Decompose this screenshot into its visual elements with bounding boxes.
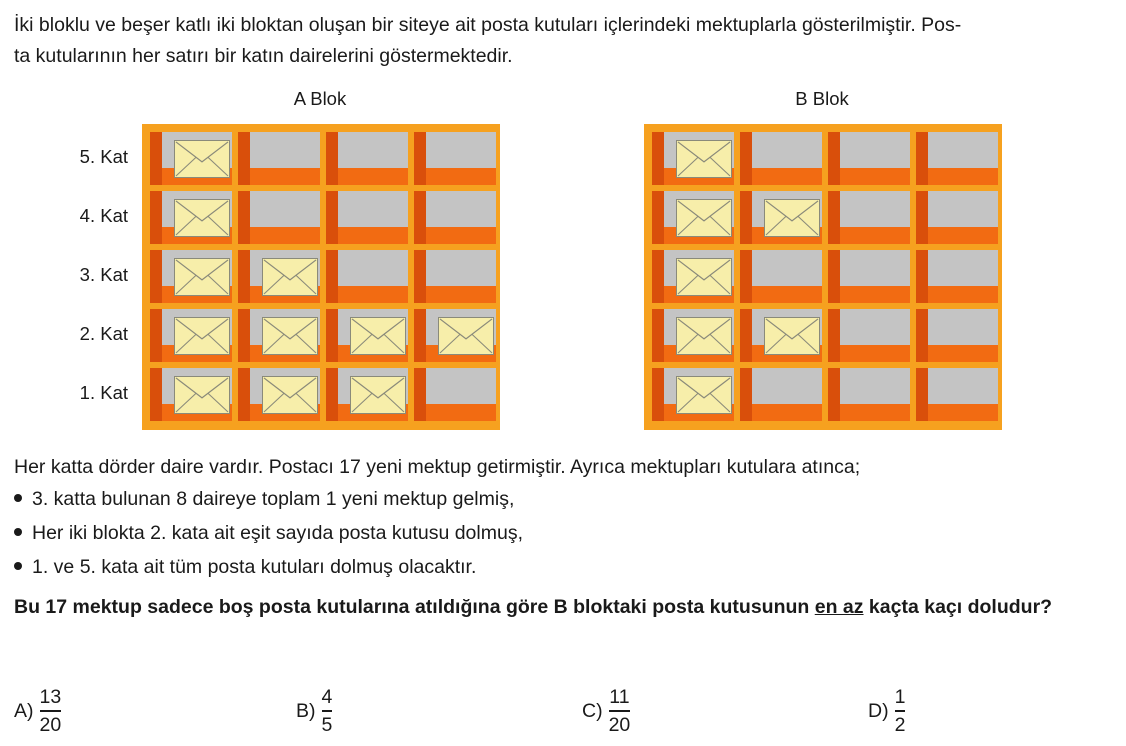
mailbox-empty bbox=[828, 191, 910, 244]
envelope-icon bbox=[174, 317, 230, 355]
block-b-title: B Blok bbox=[795, 88, 849, 109]
mailbox-empty bbox=[828, 368, 910, 421]
option-fraction bbox=[322, 686, 333, 736]
bullet-dot bbox=[14, 562, 22, 570]
numerator: 4 bbox=[321, 686, 333, 708]
mailbox-empty bbox=[916, 309, 998, 362]
envelope-icon bbox=[676, 258, 732, 296]
option-c[interactable] bbox=[582, 686, 630, 736]
question-part-1: Bu 17 mektup sadece boş posta kutularına atıldığına göre B bloktaki posta kutusunun bbox=[14, 596, 815, 618]
option-letter: C) bbox=[582, 699, 603, 722]
mailbox-full bbox=[238, 250, 320, 303]
option-fraction bbox=[40, 686, 62, 736]
mailbox-full bbox=[740, 309, 822, 362]
option-fraction bbox=[609, 686, 631, 736]
intro-line-1: İki bloklu ve beşer katlı iki bloktan oluşan bir siteye ait posta kutuları içlerindeki mektuplarla gösterilmiştir. Pos- bbox=[14, 14, 962, 36]
mailbox-full bbox=[414, 309, 496, 362]
mailbox-empty bbox=[916, 250, 998, 303]
envelope-icon bbox=[350, 317, 406, 355]
floor-label: 4. Kat bbox=[79, 205, 128, 226]
envelope-icon bbox=[764, 199, 820, 237]
question-text bbox=[14, 592, 1122, 623]
numerator: 13 bbox=[39, 686, 62, 708]
mailbox-empty bbox=[414, 132, 496, 185]
bullet-dot bbox=[14, 528, 22, 536]
denominator: 5 bbox=[321, 714, 333, 736]
mailbox-empty bbox=[326, 250, 408, 303]
option-fraction bbox=[895, 686, 906, 736]
envelope-icon bbox=[262, 258, 318, 296]
mailbox-empty bbox=[916, 368, 998, 421]
denominator: 20 bbox=[608, 714, 631, 736]
mailbox-empty bbox=[414, 191, 496, 244]
bullet-text: 1. ve 5. kata ait tüm posta kutuları dolmuş olacaktır. bbox=[32, 556, 477, 578]
mailbox-full bbox=[150, 191, 232, 244]
envelope-icon bbox=[174, 199, 230, 237]
denominator: 20 bbox=[39, 714, 62, 736]
mailbox-empty bbox=[740, 368, 822, 421]
mailbox-empty bbox=[326, 191, 408, 244]
option-d[interactable] bbox=[868, 686, 905, 736]
envelope-icon bbox=[676, 317, 732, 355]
denominator: 2 bbox=[894, 714, 906, 736]
bullet-item bbox=[14, 488, 514, 511]
mailbox-full bbox=[652, 191, 734, 244]
mailbox-full bbox=[150, 309, 232, 362]
floor-label: 5. Kat bbox=[79, 146, 128, 167]
envelope-icon bbox=[350, 376, 406, 414]
block-a-mailboxes bbox=[142, 124, 500, 430]
mailbox-full bbox=[150, 250, 232, 303]
block-b-mailboxes bbox=[644, 124, 1002, 430]
mailbox-empty bbox=[740, 132, 822, 185]
mailbox-empty bbox=[828, 309, 910, 362]
intro-text bbox=[14, 10, 1119, 72]
mailbox-full bbox=[238, 368, 320, 421]
envelope-icon bbox=[262, 317, 318, 355]
option-letter: A) bbox=[14, 699, 34, 722]
option-letter: D) bbox=[868, 699, 889, 722]
envelope-icon bbox=[438, 317, 494, 355]
intro-line-2: ta kutularının her satırı bir katın dairelerini göstermektedir. bbox=[14, 45, 513, 67]
mailbox-full bbox=[652, 250, 734, 303]
numerator: 11 bbox=[609, 686, 630, 708]
info-paragraph: Her katta dörder daire vardır. Postacı 17 yeni mektup getirmiştir. Ayrıca mektupları kutulara atınca; bbox=[14, 456, 861, 478]
mailbox-empty bbox=[238, 132, 320, 185]
mailbox-full bbox=[652, 309, 734, 362]
numerator: 1 bbox=[894, 686, 906, 708]
bullet-item bbox=[14, 522, 523, 545]
envelope-icon bbox=[676, 199, 732, 237]
envelope-icon bbox=[262, 376, 318, 414]
question-part-2: kaçta kaçı doludur? bbox=[863, 596, 1053, 618]
floor-label: 1. Kat bbox=[79, 382, 128, 403]
mailbox-full bbox=[326, 368, 408, 421]
mailbox-full bbox=[150, 368, 232, 421]
mailbox-empty bbox=[326, 132, 408, 185]
envelope-icon bbox=[676, 376, 732, 414]
mailbox-empty bbox=[238, 191, 320, 244]
mailbox-empty bbox=[828, 250, 910, 303]
envelope-icon bbox=[174, 140, 230, 178]
option-letter: B) bbox=[296, 699, 316, 722]
option-a[interactable] bbox=[14, 686, 61, 736]
envelope-icon bbox=[764, 317, 820, 355]
bullet-item bbox=[14, 556, 476, 579]
envelope-icon bbox=[174, 258, 230, 296]
bullet-dot bbox=[14, 494, 22, 502]
question-emphasis: en az bbox=[814, 596, 864, 618]
mailbox-full bbox=[652, 132, 734, 185]
mailbox-full bbox=[740, 191, 822, 244]
envelope-icon bbox=[676, 140, 732, 178]
mailbox-full bbox=[150, 132, 232, 185]
mailbox-full bbox=[238, 309, 320, 362]
floor-label: 2. Kat bbox=[79, 323, 128, 344]
mailbox-empty bbox=[740, 250, 822, 303]
mailbox-empty bbox=[828, 132, 910, 185]
mailbox-empty bbox=[414, 368, 496, 421]
mailbox-full bbox=[326, 309, 408, 362]
bullet-text: 3. katta bulunan 8 daireye toplam 1 yeni mektup gelmiş, bbox=[32, 488, 515, 510]
mailbox-empty bbox=[916, 191, 998, 244]
bullet-text: Her iki blokta 2. kata ait eşit sayıda posta kutusu dolmuş, bbox=[32, 522, 523, 544]
option-b[interactable] bbox=[296, 686, 332, 736]
mailbox-full bbox=[652, 368, 734, 421]
mailbox-empty bbox=[414, 250, 496, 303]
block-a-title: A Blok bbox=[293, 88, 347, 109]
mailbox-empty bbox=[916, 132, 998, 185]
floor-label: 3. Kat bbox=[79, 264, 128, 285]
envelope-icon bbox=[174, 376, 230, 414]
